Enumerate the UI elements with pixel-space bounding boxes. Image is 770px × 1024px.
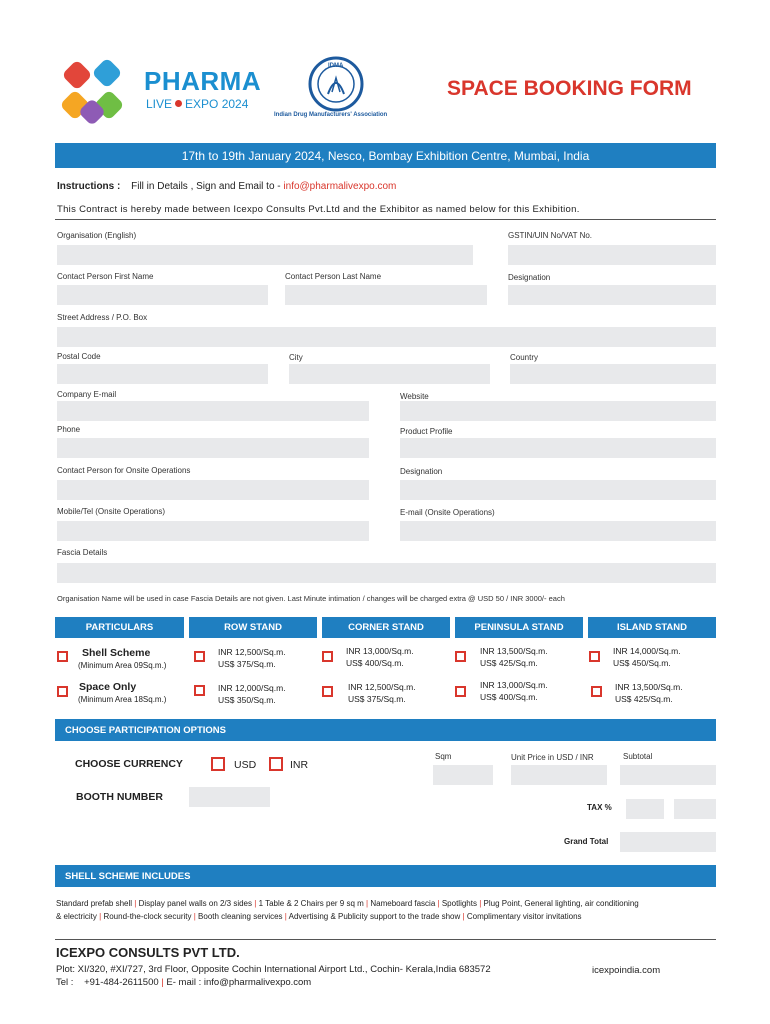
gstin-field[interactable] xyxy=(508,245,716,265)
phone-field[interactable] xyxy=(57,438,369,458)
space-corner-usd: US$ 375/Sq.m. xyxy=(348,694,406,704)
unit-price-field[interactable] xyxy=(511,765,607,785)
designation-label: Designation xyxy=(508,273,551,282)
footer-website[interactable]: icexpoindia.com xyxy=(592,965,661,976)
space-island-usd: US$ 425/Sq.m. xyxy=(615,694,673,704)
inr-label: INR xyxy=(290,759,309,771)
shell-row-checkbox[interactable] xyxy=(194,651,205,662)
sqm-field[interactable] xyxy=(433,765,493,785)
last-name-field[interactable] xyxy=(285,285,487,305)
space-peninsula-usd: US$ 400/Sq.m. xyxy=(480,692,538,702)
phone-label: Phone xyxy=(57,425,81,434)
shell-item: Plug Point, General lighting, air conditioning xyxy=(483,899,639,908)
shell-scheme-bar xyxy=(55,865,716,887)
tax-amount-field[interactable] xyxy=(674,799,716,819)
booth-number-label: BOOTH NUMBER xyxy=(76,791,163,803)
grand-total-field[interactable] xyxy=(620,832,716,852)
tax-label: TAX % xyxy=(587,803,612,812)
city-field[interactable] xyxy=(289,364,490,384)
tel-number: +91-484-2611500 xyxy=(84,977,159,988)
idma-seal-text: IDMA xyxy=(328,63,344,69)
logo-sub-live: LIVE xyxy=(146,97,173,111)
organisation-field[interactable] xyxy=(57,245,473,265)
tax-percent-field[interactable] xyxy=(626,799,664,819)
company-email-field[interactable] xyxy=(57,401,369,421)
gstin-label: GSTIN/UIN No/VAT No. xyxy=(508,231,593,240)
website-label: Website xyxy=(400,392,429,401)
association-name: Indian Drug Manufacturers' Association xyxy=(274,112,388,118)
shell-peninsula-usd: US$ 425/Sq.m. xyxy=(480,658,538,668)
onsite-email-field[interactable] xyxy=(400,521,716,541)
website-field[interactable] xyxy=(400,401,716,421)
space-row-usd: US$ 350/Sq.m. xyxy=(218,695,276,705)
shell-item: Spotlights xyxy=(441,899,477,908)
sqm-label: Sqm xyxy=(435,752,452,761)
street-field[interactable] xyxy=(57,327,716,347)
contract-text: This Contract is hereby made between Icexpo Consults Pvt.Ltd and the Exhibitor as named below for this Exhibition. xyxy=(57,204,580,215)
shell-island-checkbox[interactable] xyxy=(589,651,600,662)
shell-includes-line2: & electricity | Round-the-clock security | Booth cleaning services | Advertising & Publicity support to the trade show | Complimentary visitor invitations xyxy=(56,912,582,921)
shell-row-usd: US$ 375/Sq.m. xyxy=(218,659,276,669)
participation-bar xyxy=(55,719,716,741)
onsite-mobile-field[interactable] xyxy=(57,521,369,541)
fascia-label: Fascia Details xyxy=(57,548,108,557)
header-particulars: PARTICULARS xyxy=(55,617,184,638)
booth-number-field[interactable] xyxy=(189,787,270,807)
shell-item: Standard prefab shell xyxy=(56,899,133,908)
tel-label: Tel : xyxy=(56,977,74,988)
email-label: E- mail : xyxy=(166,977,202,988)
logo-title: PHARMA xyxy=(144,66,262,96)
space-only-name: Space Only xyxy=(79,681,137,693)
header-island-stand: ISLAND STAND xyxy=(588,617,716,638)
shell-scheme-title: SHELL SCHEME INCLUDES xyxy=(65,870,191,882)
onsite-contact-label: Contact Person for Onsite Operations xyxy=(57,466,191,475)
shell-corner-inr: INR 13,000/Sq.m. xyxy=(346,646,414,656)
logo-dot-icon xyxy=(175,100,182,107)
street-label: Street Address / P.O. Box xyxy=(57,313,148,322)
footer-company: ICEXPO CONSULTS PVT LTD. xyxy=(56,945,240,960)
shell-item: 1 Table & 2 Chairs per 9 sq m xyxy=(258,899,364,908)
space-only-min: (Minimum Area 18Sq.m.) xyxy=(78,695,167,704)
space-peninsula-inr: INR 13,000/Sq.m. xyxy=(480,680,548,690)
form-title: SPACE BOOKING FORM xyxy=(447,77,692,100)
inr-checkbox[interactable] xyxy=(269,757,283,771)
last-name-label: Contact Person Last Name xyxy=(285,272,382,281)
space-only-checkbox[interactable] xyxy=(57,686,68,697)
shell-item: Advertising & Publicity support to the trade show xyxy=(288,912,461,921)
shell-scheme-checkbox[interactable] xyxy=(57,651,68,662)
instructions-text: Fill in Details , Sign and Email to - xyxy=(131,181,284,192)
shell-item: & electricity xyxy=(56,912,97,921)
space-island-checkbox[interactable] xyxy=(591,686,602,697)
onsite-designation-label: Designation xyxy=(400,467,443,476)
postal-label: Postal Code xyxy=(57,352,101,361)
space-island-inr: INR 13,500/Sq.m. xyxy=(615,682,683,692)
header-peninsula-stand: PENINSULA STAND xyxy=(455,617,583,638)
shell-island-inr: INR 14,000/Sq.m. xyxy=(613,646,681,656)
fascia-field[interactable] xyxy=(57,563,716,583)
shell-scheme-name: Shell Scheme xyxy=(82,647,151,659)
footer-contact: Tel : +91-484-2611500 | E- mail : info@pharmalivexpo.com xyxy=(56,977,312,988)
product-profile-label: Product Profile xyxy=(400,427,453,436)
space-row-inr: INR 12,000/Sq.m. xyxy=(218,683,286,693)
subtotal-label: Subtotal xyxy=(623,752,653,761)
shell-item: Complimentary visitor invitations xyxy=(466,912,582,921)
currency-label: CHOOSE CURRENCY xyxy=(75,758,183,770)
instructions-email[interactable]: info@pharmalivexpo.com xyxy=(283,181,397,192)
shell-island-usd: US$ 450/Sq.m. xyxy=(613,658,671,668)
instructions-line xyxy=(57,181,396,192)
shell-item: Booth cleaning services xyxy=(198,912,283,921)
grand-total-label: Grand Total xyxy=(564,837,609,846)
footer-address: Plot: XI/320, #XI/727, 3rd Floor, Opposite Cochin International Airport Ltd., Cochin- Kerala,India 683572 xyxy=(56,964,491,975)
fascia-note: Organisation Name will be used in case Fascia Details are not given. Last Minute intimation / changes will be charged extra @ USD 50 / INR 3000/- each xyxy=(57,594,565,603)
shell-item: Nameboard fascia xyxy=(370,899,436,908)
logo-subtitle xyxy=(146,97,248,111)
logo-cross-icon xyxy=(56,58,130,126)
header-row-stand: ROW STAND xyxy=(189,617,317,638)
shell-scheme-min: (Minimum Area 09Sq.m.) xyxy=(78,661,167,670)
footer-email[interactable]: info@pharmalivexpo.com xyxy=(203,977,312,988)
instructions-label: Instructions : xyxy=(57,181,121,192)
footer-divider xyxy=(55,939,716,940)
pharma-logo xyxy=(56,58,286,128)
header-corner-stand: CORNER STAND xyxy=(322,617,450,638)
onsite-mobile-label: Mobile/Tel (Onsite Operations) xyxy=(57,507,166,516)
shell-includes-line1: Standard prefab shell | Display panel walls on 2/3 sides | 1 Table & 2 Chairs per 9 sq m | Nameboard fascia | Spotlights | Plug Point, General lighting, air conditioning xyxy=(56,899,639,908)
first-name-field[interactable] xyxy=(57,285,268,305)
space-peninsula-checkbox[interactable] xyxy=(455,686,466,697)
unit-price-label: Unit Price in USD / INR xyxy=(511,753,594,762)
onsite-email-label: E-mail (Onsite Operations) xyxy=(400,508,495,517)
shell-row-inr: INR 12,500/Sq.m. xyxy=(218,647,286,657)
company-email-label: Company E-mail xyxy=(57,390,117,399)
idma-logo xyxy=(274,56,404,122)
shell-corner-checkbox[interactable] xyxy=(322,651,333,662)
onsite-contact-field[interactable] xyxy=(57,480,369,500)
shell-item: Display panel walls on 2/3 sides xyxy=(138,899,253,908)
event-banner-text: 17th to 19th January 2024, Nesco, Bombay Exhibition Centre, Mumbai, India xyxy=(181,148,590,163)
shell-peninsula-checkbox[interactable] xyxy=(455,651,466,662)
designation-field[interactable] xyxy=(508,285,716,305)
logo-sub-expo: EXPO 2024 xyxy=(185,97,249,111)
event-banner xyxy=(55,143,716,168)
onsite-designation-field[interactable] xyxy=(400,480,716,500)
subtotal-field[interactable] xyxy=(620,765,716,785)
product-profile-field[interactable] xyxy=(400,438,716,458)
shell-peninsula-inr: INR 13,500/Sq.m. xyxy=(480,646,548,656)
usd-checkbox[interactable] xyxy=(211,757,225,771)
space-row-checkbox[interactable] xyxy=(194,685,205,696)
participation-title: CHOOSE PARTICIPATION OPTIONS xyxy=(65,724,226,736)
shell-item: Round-the-clock security xyxy=(103,912,192,921)
postal-field[interactable] xyxy=(57,364,268,384)
country-field[interactable] xyxy=(510,364,716,384)
space-corner-inr: INR 12,500/Sq.m. xyxy=(348,682,416,692)
usd-label: USD xyxy=(234,759,257,771)
country-label: Country xyxy=(510,353,539,362)
first-name-label: Contact Person First Name xyxy=(57,272,154,281)
divider xyxy=(55,219,716,220)
shell-corner-usd: US$ 400/Sq.m. xyxy=(346,658,404,668)
city-label: City xyxy=(289,353,303,362)
organisation-label: Organisation (English) xyxy=(57,231,137,240)
space-corner-checkbox[interactable] xyxy=(322,686,333,697)
